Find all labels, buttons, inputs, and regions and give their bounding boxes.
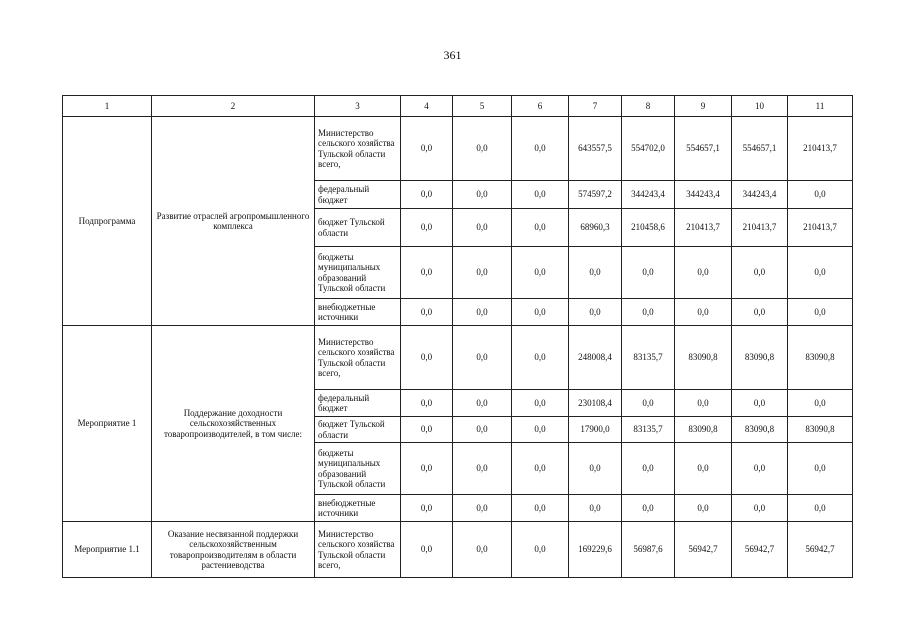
value-cell: 0,0 (788, 181, 853, 209)
value-cell: 210413,7 (675, 209, 732, 247)
value-cell: 0,0 (401, 417, 453, 443)
value-cell: 0,0 (453, 522, 512, 578)
value-cell: 0,0 (512, 443, 569, 495)
column-number-11: 11 (788, 96, 853, 117)
funding-source: Министерство сельского хозяйства Тульской области всего, (315, 326, 401, 390)
funding-source: Министерство сельского хозяйства Тульской области всего, (315, 522, 401, 578)
column-number-9: 9 (675, 96, 732, 117)
column-number-8: 8 (622, 96, 675, 117)
value-cell: 210413,7 (732, 209, 788, 247)
value-cell: 83090,8 (788, 326, 853, 390)
value-cell: 56942,7 (675, 522, 732, 578)
funding-source: бюджеты муниципальных образований Тульской области (315, 443, 401, 495)
funding-source: Министерство сельского хозяйства Тульской области всего, (315, 117, 401, 181)
value-cell: 83090,8 (675, 326, 732, 390)
value-cell: 0,0 (788, 390, 853, 417)
value-cell: 0,0 (622, 390, 675, 417)
value-cell: 210458,6 (622, 209, 675, 247)
value-cell: 0,0 (569, 299, 622, 326)
value-cell: 56942,7 (788, 522, 853, 578)
value-cell: 344243,4 (732, 181, 788, 209)
value-cell: 554657,1 (675, 117, 732, 181)
value-cell: 0,0 (675, 443, 732, 495)
value-cell: 0,0 (401, 181, 453, 209)
funding-source: федеральный бюджет (315, 181, 401, 209)
block-name: Мероприятие 1 (63, 326, 152, 522)
value-cell: 0,0 (732, 443, 788, 495)
value-cell: 0,0 (675, 495, 732, 522)
value-cell: 83090,8 (732, 417, 788, 443)
funding-source: бюджет Тульской области (315, 417, 401, 443)
value-cell: 0,0 (788, 299, 853, 326)
value-cell: 0,0 (453, 181, 512, 209)
value-cell: 0,0 (732, 495, 788, 522)
value-cell: 210413,7 (788, 209, 853, 247)
value-cell: 0,0 (622, 299, 675, 326)
value-cell: 0,0 (453, 299, 512, 326)
value-cell: 0,0 (732, 390, 788, 417)
column-number-6: 6 (512, 96, 569, 117)
funding-source: внебюджетные источники (315, 495, 401, 522)
value-cell: 83090,8 (732, 326, 788, 390)
table-row (63, 522, 853, 578)
value-cell: 0,0 (512, 181, 569, 209)
value-cell: 0,0 (453, 443, 512, 495)
funding-source: федеральный бюджет (315, 390, 401, 417)
value-cell: 0,0 (401, 443, 453, 495)
column-number-4: 4 (401, 96, 453, 117)
value-cell: 0,0 (453, 495, 512, 522)
table-row (63, 326, 853, 390)
value-cell: 0,0 (512, 522, 569, 578)
value-cell: 0,0 (401, 326, 453, 390)
column-number-5: 5 (453, 96, 512, 117)
value-cell: 83090,8 (675, 417, 732, 443)
value-cell: 56942,7 (732, 522, 788, 578)
value-cell: 0,0 (732, 299, 788, 326)
value-cell: 56987,6 (622, 522, 675, 578)
block-name: Мероприятие 1.1 (63, 522, 152, 578)
value-cell: 0,0 (569, 495, 622, 522)
value-cell: 230108,4 (569, 390, 622, 417)
value-cell: 17900,0 (569, 417, 622, 443)
value-cell: 0,0 (512, 417, 569, 443)
value-cell: 0,0 (401, 495, 453, 522)
value-cell: 83090,8 (788, 417, 853, 443)
value-cell: 0,0 (453, 247, 512, 299)
value-cell: 0,0 (453, 390, 512, 417)
value-cell: 554657,1 (732, 117, 788, 181)
value-cell: 0,0 (453, 417, 512, 443)
value-cell: 248008,4 (569, 326, 622, 390)
column-number-row (63, 96, 853, 117)
value-cell: 0,0 (512, 117, 569, 181)
value-cell: 210413,7 (788, 117, 853, 181)
value-cell: 0,0 (453, 117, 512, 181)
value-cell: 0,0 (732, 247, 788, 299)
value-cell: 0,0 (569, 443, 622, 495)
block-description: Поддержание доходности сельскохозяйственных товаропроизводителей, в том числе: (152, 326, 315, 522)
value-cell: 0,0 (512, 390, 569, 417)
value-cell: 0,0 (675, 390, 732, 417)
funding-source: бюджеты муниципальных образований Тульской области (315, 247, 401, 299)
value-cell: 0,0 (401, 117, 453, 181)
table-row (63, 117, 853, 181)
value-cell: 344243,4 (622, 181, 675, 209)
value-cell: 574597,2 (569, 181, 622, 209)
value-cell: 0,0 (675, 299, 732, 326)
value-cell: 344243,4 (675, 181, 732, 209)
value-cell: 0,0 (512, 299, 569, 326)
funding-source: внебюджетные источники (315, 299, 401, 326)
value-cell: 0,0 (512, 495, 569, 522)
value-cell: 0,0 (675, 247, 732, 299)
value-cell: 0,0 (569, 247, 622, 299)
block-name: Подпрограмма (63, 117, 152, 326)
value-cell: 0,0 (453, 209, 512, 247)
value-cell: 0,0 (622, 495, 675, 522)
column-number-3: 3 (315, 96, 401, 117)
value-cell: 0,0 (401, 390, 453, 417)
value-cell: 0,0 (788, 247, 853, 299)
value-cell: 0,0 (622, 247, 675, 299)
table-body (63, 96, 853, 578)
column-number-1: 1 (63, 96, 152, 117)
value-cell: 0,0 (401, 247, 453, 299)
value-cell: 0,0 (622, 443, 675, 495)
value-cell: 0,0 (453, 326, 512, 390)
value-cell: 0,0 (401, 209, 453, 247)
value-cell: 0,0 (788, 443, 853, 495)
column-number-10: 10 (732, 96, 788, 117)
page-number: 361 (443, 48, 462, 62)
value-cell: 68960,3 (569, 209, 622, 247)
value-cell: 0,0 (512, 209, 569, 247)
block-description: Развитие отраслей агропромышленного комплекса (152, 117, 315, 326)
value-cell: 0,0 (401, 299, 453, 326)
block-description: Оказание несвязанной поддержки сельскохозяйственным товаропроизводителям в области растениеводства (152, 522, 315, 578)
value-cell: 643557,5 (569, 117, 622, 181)
value-cell: 0,0 (512, 326, 569, 390)
budget-table (62, 95, 853, 578)
value-cell: 83135,7 (622, 326, 675, 390)
column-number-2: 2 (152, 96, 315, 117)
column-number-7: 7 (569, 96, 622, 117)
value-cell: 0,0 (788, 495, 853, 522)
value-cell: 0,0 (401, 522, 453, 578)
value-cell: 169229,6 (569, 522, 622, 578)
value-cell: 83135,7 (622, 417, 675, 443)
value-cell: 554702,0 (622, 117, 675, 181)
value-cell: 0,0 (512, 247, 569, 299)
funding-source: бюджет Тульской области (315, 209, 401, 247)
